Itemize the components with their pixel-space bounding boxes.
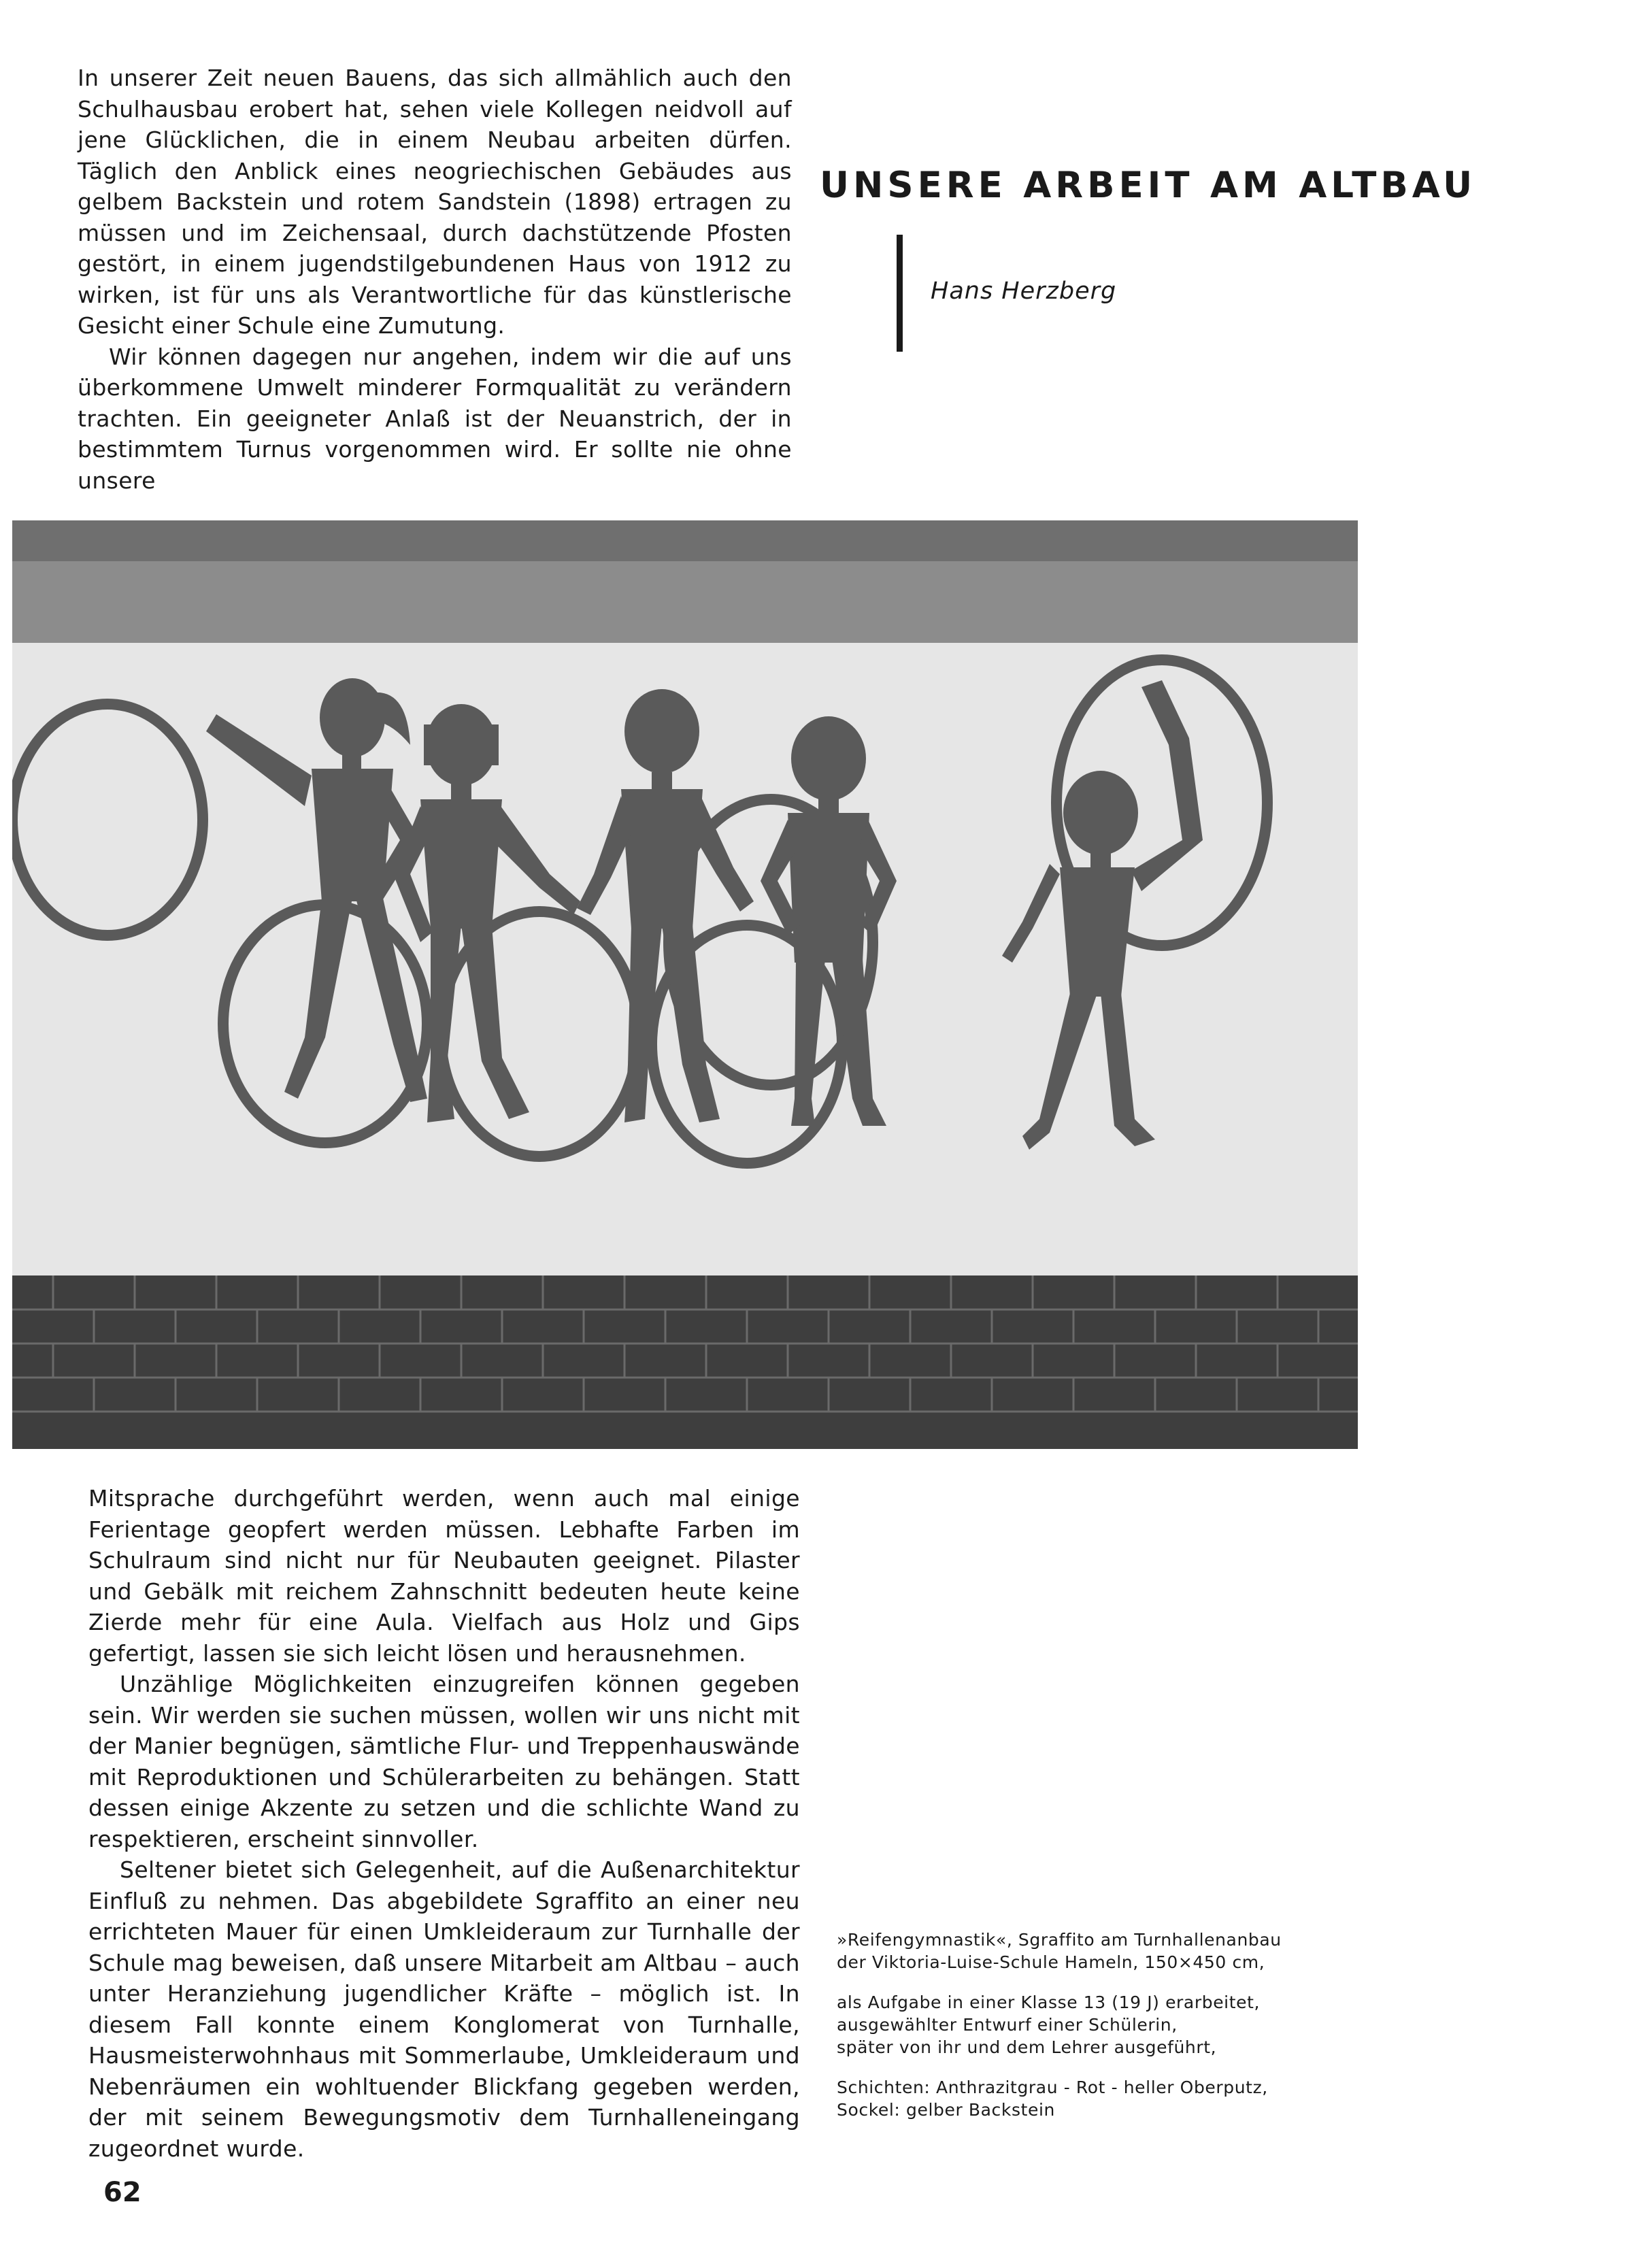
caption-line: der Viktoria-Luise-Schule Hameln, 150×450 cm, xyxy=(837,1952,1265,1972)
caption-line: ausgewählter Entwurf einer Schülerin, xyxy=(837,2015,1178,2035)
page-number: 62 xyxy=(103,2177,141,2208)
paragraph: Wir können dagegen nur angehen, indem wir die auf uns überkommene Umwelt minderer Formqualität zu verändern trachten. Ein geeigneter Anlaß ist der Neuanstrich, der in bestimmtem Turnus vorgenommen wird. Er sollte nie ohne unsere xyxy=(78,343,792,494)
paragraph: Unzählige Möglichkeiten einzugreifen können gegeben sein. Wir werden sie suchen müssen, wollen wir uns nicht mit der Manier begnügen, sämtliche Flur- und Treppenhauswände mit Reproduktionen und Schülerarbeiten zu behängen. Statt dessen einige Akzente zu setzen und die schlichte Wand zu respektieren, erscheint sinnvoller. xyxy=(88,1671,800,1852)
caption-line: »Reifengymnastik«, Sgraffito am Turnhallenanbau xyxy=(837,1930,1282,1950)
paragraph: Mitsprache durchgeführt werden, wenn auch mal einige Ferientage geopfert werden müssen. Lebhafte Farben im Schulraum sind nicht nur für Neubauten geeignet. Pilaster und Gebälk mit reichem Zahnschnitt bedeuten heute keine Zierde mehr für eine Aula. Vielfach aus Holz und Gips gefertigt, lassen sie sich leicht lösen und herausnehmen. xyxy=(88,1485,800,1667)
caption-line: Sockel: gelber Backstein xyxy=(837,2100,1055,2120)
article-body-top xyxy=(78,63,792,496)
article-body-bottom xyxy=(88,1483,800,2164)
title-rule xyxy=(897,235,903,352)
article-title: UNSERE ARBEIT AM ALTBAU xyxy=(820,165,1477,206)
caption-line: Schichten: Anthrazitgrau - Rot - heller Oberputz, xyxy=(837,2078,1268,2097)
caption-line: später von ihr und dem Lehrer ausgeführt, xyxy=(837,2037,1217,2057)
photo-caption xyxy=(837,1929,1354,2121)
article-author: Hans Herzberg xyxy=(931,278,1117,305)
caption-line: als Aufgabe in einer Klasse 13 (19 J) erarbeitet, xyxy=(837,1992,1261,2012)
paragraph: In unserer Zeit neuen Bauens, das sich allmählich auch den Schulhausbau erobert hat, sehen viele Kollegen neidvoll auf jene Glücklichen, die in einem Neubau arbeiten dürfen. Täglich den Anblick eines neogriechischen Gebäudes aus gelbem Backstein und rotem Sandstein (1898) ertragen zu müssen und im Zeichensaal, durch dachstützende Pfosten gestört, in einem jugendstilgebundenen Haus von 1912 zu wirken, ist für uns als Verantwortliche für das künstlerische Gesicht einer Schule eine Zumutung. xyxy=(78,65,792,339)
paragraph: Seltener bietet sich Gelegenheit, auf die Außenarchitektur Einfluß zu nehmen. Das abgebildete Sgraffito an einer neu errichteten Mauer für einen Umkleideraum zur Turnhalle der Schule mag beweisen, daß unsere Mitarbeit am Altbau – auch unter Heranziehung jugendlicher Kräfte – möglich ist. In diesem Fall konnte einem Konglomerat von Turnhalle, Hausmeisterwohnhaus mit Sommerlaube, Umkleideraum und Nebenräumen ein wohltuender Blickfang gegeben werden, der mit seinem Bewegungsmotiv dem Turnhalleneingang zugeordnet wurde. xyxy=(88,1856,800,2162)
sgraffito-photo xyxy=(12,520,1358,1449)
